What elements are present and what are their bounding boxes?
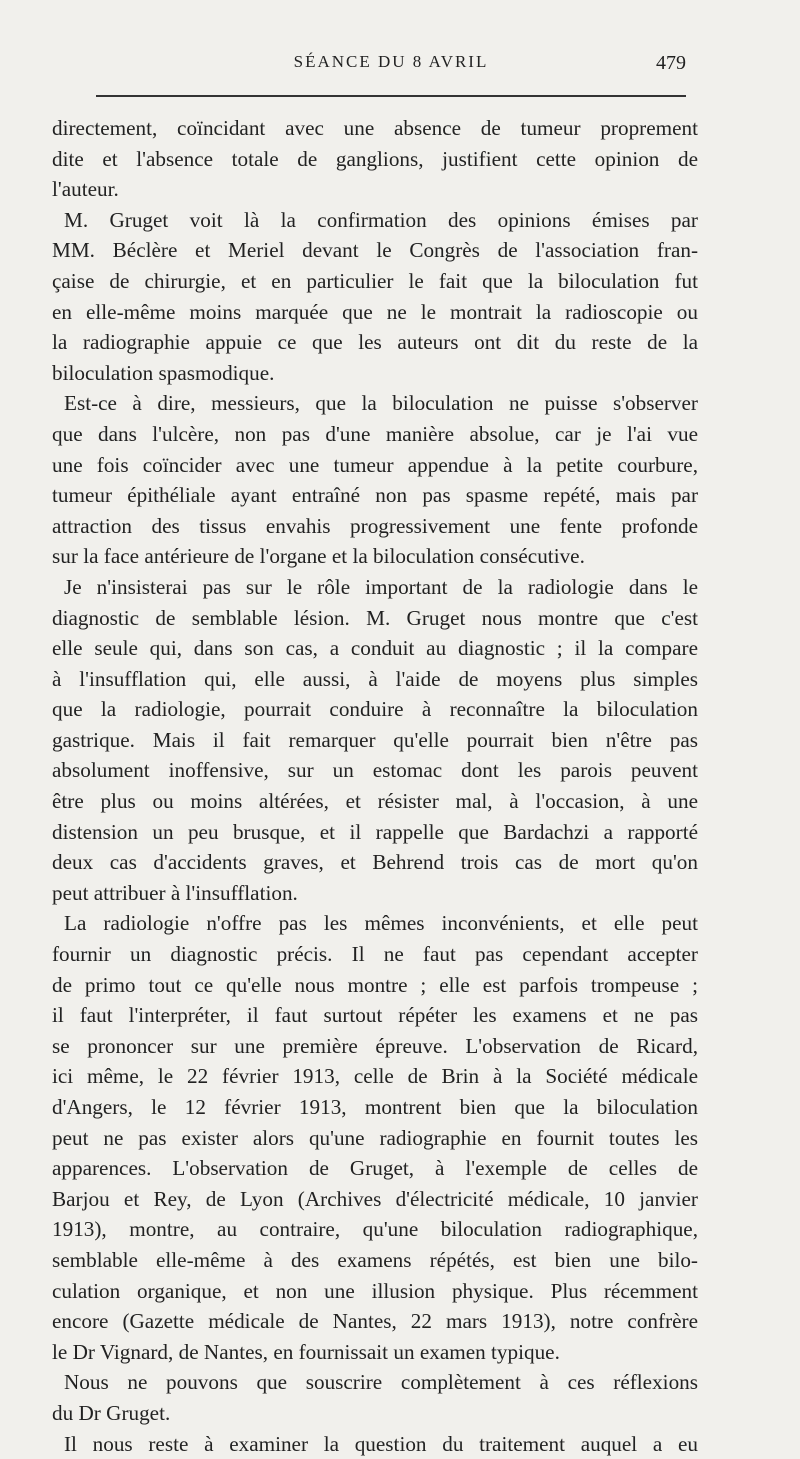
text-line: Barjou et Rey, de Lyon (Archives d'électricité médicale, 10 janvier <box>52 1186 698 1211</box>
text-line: que dans l'ulcère, non pas d'une manière absolue, car je l'ai vue <box>52 421 698 446</box>
text-line: semblable elle-même à des examens répétés, est bien une bilo- <box>52 1247 698 1272</box>
text-line: il faut l'interpréter, il faut surtout répéter les examens et ne pas <box>52 1003 698 1028</box>
text-line: Est-ce à dire, messieurs, que la biloculation ne puisse s'observer <box>64 391 698 416</box>
text-line: une fois coïncider avec une tumeur appendue à la petite courbure, <box>52 452 698 477</box>
text-line: la radiographie appuie ce que les auteurs ont dit du reste de la <box>52 330 698 355</box>
text-line: directement, coïncidant avec une absence de tumeur proprement <box>52 116 698 140</box>
text-line: du Dr Gruget. <box>52 1400 171 1425</box>
text-line: gastrique. Mais il fait remarquer qu'elle pourrait bien n'être pas <box>52 727 698 752</box>
text-line: tumeur épithéliale ayant entraîné non pas spasme repété, mais par <box>52 483 698 508</box>
text-line: elle seule qui, dans son cas, a conduit au diagnostic ; il la compare <box>52 636 698 661</box>
text-line: ici même, le 22 février 1913, celle de Brin à la Société médicale <box>52 1064 698 1089</box>
text-line: l'auteur. <box>52 177 119 202</box>
text-line: d'Angers, le 12 février 1913, montrent bien que la biloculation <box>52 1095 698 1119</box>
text-line: culation organique, et non une illusion physique. Plus récemment <box>52 1278 698 1303</box>
text-line: en elle-même moins marquée que ne le montrait la radioscopie ou <box>52 299 698 324</box>
text-line: 1913), montre, au contraire, qu'une biloculation radiographique, <box>52 1217 698 1242</box>
text-line: M. Gruget voit là la confirmation des opinions émises par <box>64 207 698 232</box>
running-title: SÉANCE DU 8 AVRIL <box>293 52 489 71</box>
body-text <box>52 113 698 1459</box>
text-line: encore (Gazette médicale de Nantes, 22 mars 1913), notre confrère <box>52 1309 698 1334</box>
text-line: être plus ou moins altérées, et résister mal, à l'occasion, à une <box>52 789 698 814</box>
text-line: Nous ne pouvons que souscrire complètement à ces réflexions <box>64 1370 698 1395</box>
text-line: MM. Béclère et Meriel devant le Congrès de l'association fran- <box>52 238 698 263</box>
text-line: distension un peu brusque, et il rappelle que Bardachzi a rapporté <box>52 819 698 844</box>
text-line: attraction des tissus envahis progressivement une fente profonde <box>52 513 698 538</box>
text-line: fournir un diagnostic précis. Il ne faut pas cependant accepter <box>52 942 698 967</box>
text-line: peut attribuer à l'insufflation. <box>52 880 298 905</box>
text-line: La radiologie n'offre pas les mêmes inconvénients, et elle peut <box>64 911 698 936</box>
text-line: le Dr Vignard, de Nantes, en fournissait un examen typique. <box>52 1339 560 1364</box>
text-line: peut ne pas exister alors qu'une radiographie en fournit toutes les <box>52 1125 698 1150</box>
header-rule <box>96 95 686 97</box>
text-line: Il nous reste à examiner la question du traitement auquel a eu <box>64 1431 698 1456</box>
page-header <box>96 52 686 82</box>
text-line: Je n'insisterai pas sur le rôle important de la radiologie dans le <box>64 574 698 599</box>
text-line: diagnostic de semblable lésion. M. Gruget nous montre que c'est <box>52 605 698 630</box>
text-line: deux cas d'accidents graves, et Behrend trois cas de mort qu'on <box>52 850 698 875</box>
text-line: de primo tout ce qu'elle nous montre ; elle est parfois trompeuse ; <box>52 972 698 997</box>
text-line: à l'insufflation qui, elle aussi, à l'aide de moyens plus simples <box>52 666 698 691</box>
text-line: se prononcer sur une première épreuve. L'observation de Ricard, <box>52 1033 698 1058</box>
text-line: dite et l'absence totale de ganglions, justifient cette opinion de <box>52 146 698 171</box>
text-line: biloculation spasmodique. <box>52 360 275 385</box>
text-line: çaise de chirurgie, et en particulier le fait que la biloculation fut <box>52 268 698 293</box>
text-line: que la radiologie, pourrait conduire à reconnaître la biloculation <box>52 697 698 722</box>
text-line: apparences. L'observation de Gruget, à l'exemple de celles de <box>52 1156 698 1181</box>
text-line: absolument inoffensive, sur un estomac dont les parois peuvent <box>52 758 698 783</box>
page-number: 479 <box>656 52 686 74</box>
text-line: sur la face antérieure de l'organe et la biloculation consécutive. <box>52 544 585 569</box>
